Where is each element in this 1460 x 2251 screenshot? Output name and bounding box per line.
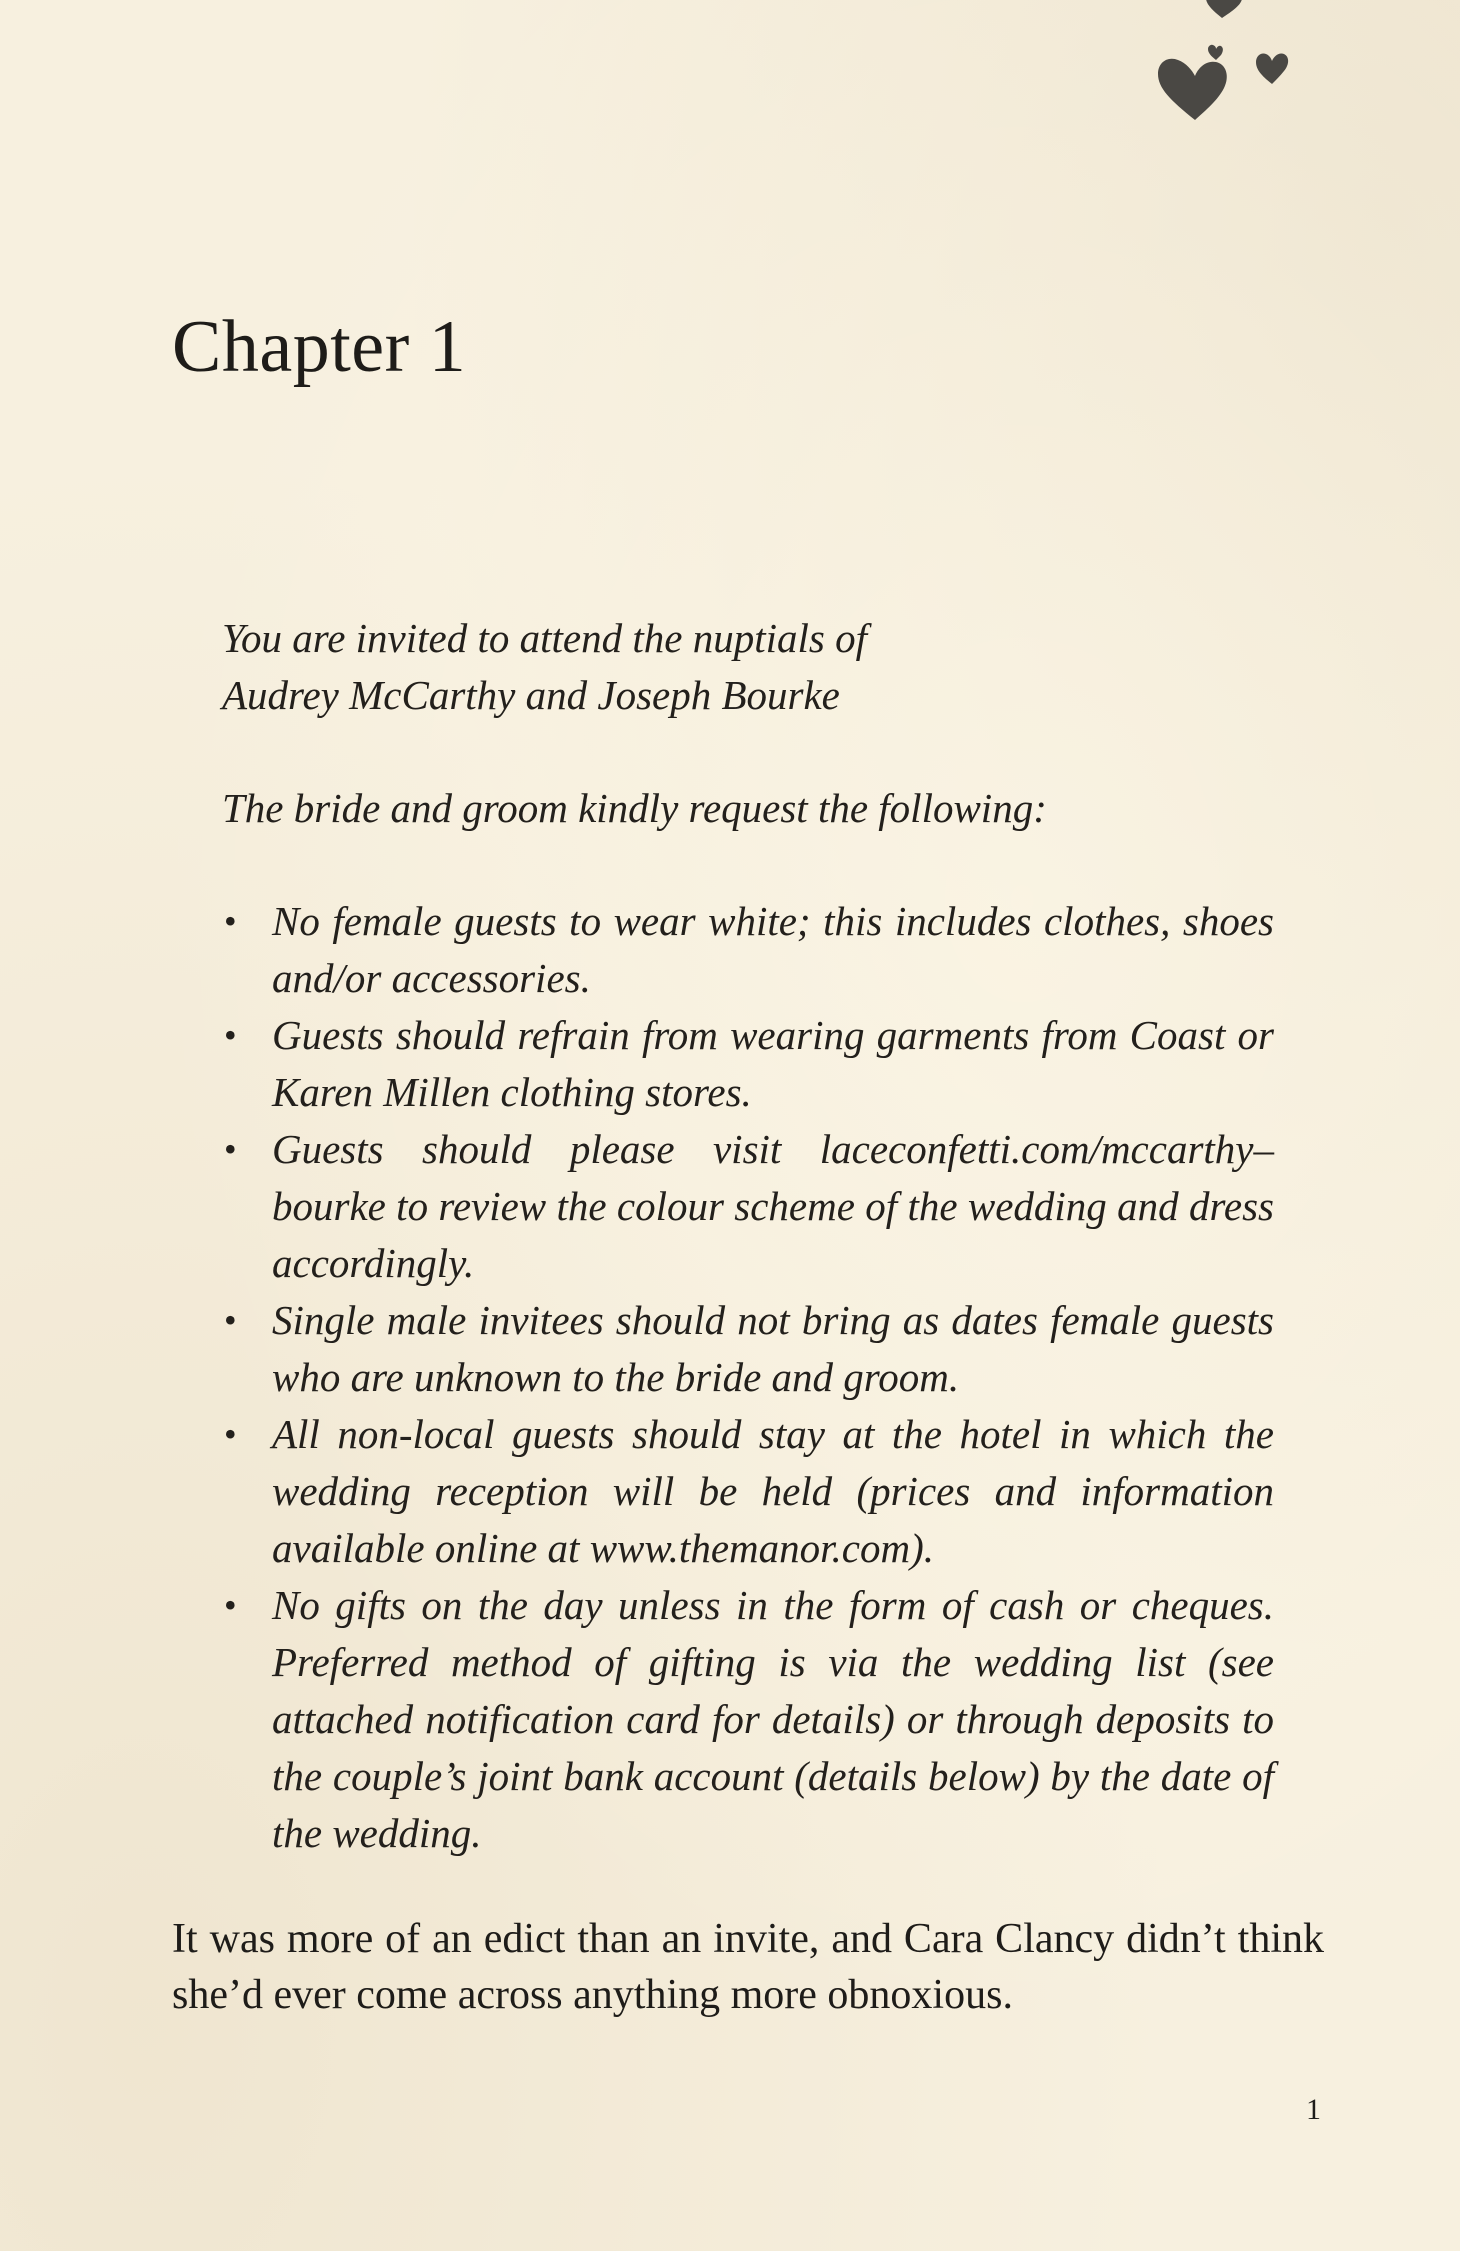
request-text: Single male invitees should not bring as dates female guests who are unknown to the bride and groom. [272,1297,1274,1400]
request-list [222,893,1274,1862]
request-text: All non-local guests should stay at the hotel in which the wedding reception will be held (prices and information available online at www.themanor.com). [272,1411,1274,1571]
heart-large-icon [1158,59,1227,120]
request-text: No gifts on the day unless in the form of cash or cheques. Preferred method of gifting is via the wedding list (see attached notification card for details) or through deposits to the couple’s joint bank account (details below) by the date of the wedding. [272,1582,1274,1856]
request-text: Guests should refrain from wearing garments from Coast or Karen Millen clothing stores. [272,1012,1274,1115]
request-text: No female guests to wear white; this includes clothes, shoes and/or accessories. [272,898,1274,1001]
hearts-icon [1150,0,1300,140]
request-text: Guests should please visit laceconfetti.com/mccarthy–bourke to review the colour scheme of the wedding and dress accordingly. [272,1126,1274,1286]
wedding-invitation [222,610,1274,1862]
list-item [222,1007,1274,1121]
heart-small-icon [1208,45,1223,60]
list-item [222,1406,1274,1577]
bullet-icon: • [224,1585,237,1625]
invitation-line-1: You are invited to attend the nuptials of [222,615,867,661]
narrative-paragraph: It was more of an edict than an invite, and Cara Clancy didn’t think she’d ever come across anything more obnoxious. [172,1916,1324,2018]
heart-top-icon [1206,0,1242,18]
page-number: 1 [1306,2093,1321,2126]
list-item [222,1577,1274,1862]
heart-medium-icon [1256,53,1288,84]
bullet-icon: • [224,1015,237,1055]
bullet-icon: • [224,1300,237,1340]
list-item [222,893,1274,1007]
chapter-title: Chapter 1 [172,306,467,388]
bullet-icon: • [224,901,237,941]
request-intro: The bride and groom kindly request the following: [222,785,1047,831]
bullet-icon: • [224,1414,237,1454]
bullet-icon: • [224,1129,237,1169]
invitation-line-2: Audrey McCarthy and Joseph Bourke [222,672,840,718]
list-item [222,1121,1274,1292]
list-item [222,1292,1274,1406]
